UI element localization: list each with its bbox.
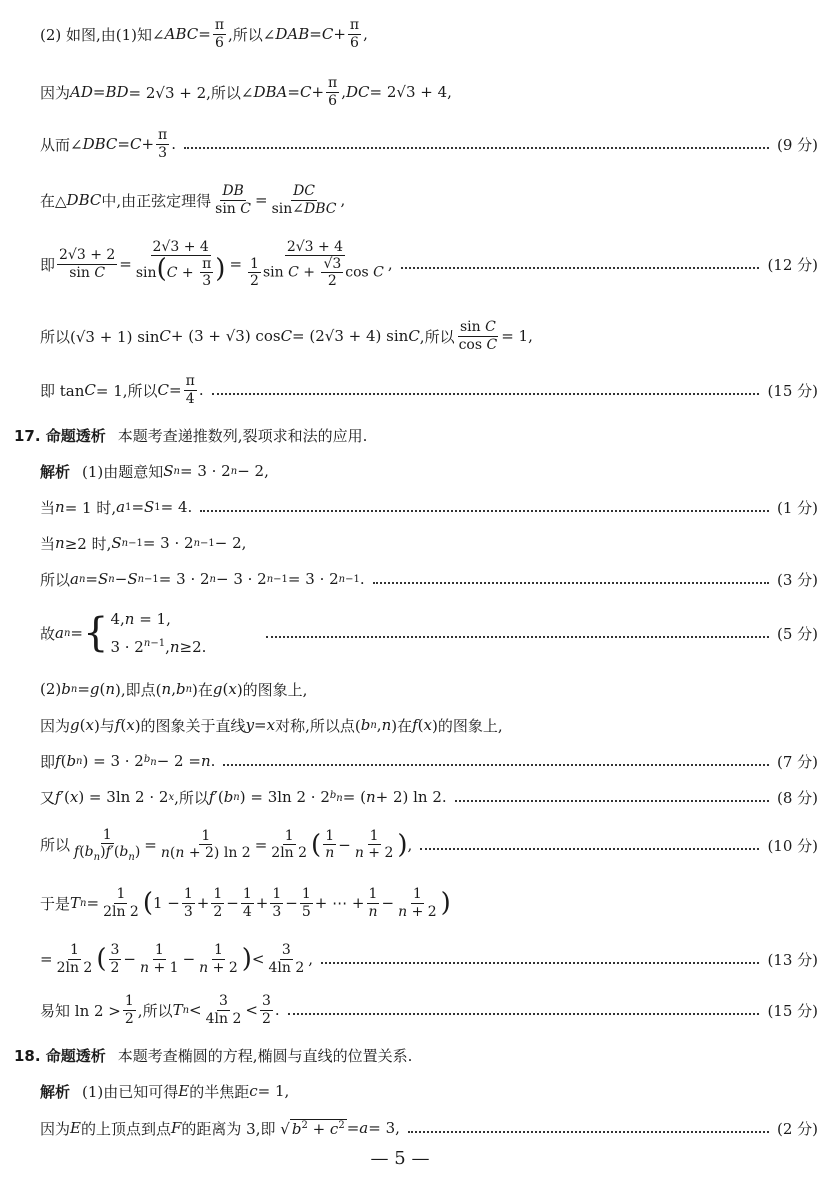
leader-dots (321, 962, 759, 964)
line-10 (0, 530, 840, 556)
frac: $\frac{1}{f(b_n)f'(b_n)}$ (74, 826, 141, 863)
q18-title: 18. 命题透析 (14, 1046, 106, 1065)
line-9 (0, 494, 840, 520)
line-21 (0, 1078, 840, 1104)
line-9-text: 当 n = 1 时, a 1 = S 1 = 4. (40, 498, 193, 517)
q17-desc: 本题考查递推数列,裂项求和法的应用. (117, 426, 368, 445)
page-number: — 5 — (370, 1148, 430, 1169)
line-5-text: 即 $\frac{2√3 + 2}{\text{sin C}}$ = 2√3 + 4 sin(C + $\frac{\pi}{3}$ ) = 2√3 + 4 $\frac{1}{2}$ sin C + $\frac{√3}{2}$ cos C , (40, 238, 393, 290)
score: (5 分) (776, 624, 818, 643)
score: (2 分) (776, 1119, 818, 1138)
line-11 (0, 566, 840, 592)
line-6 (0, 316, 840, 356)
line-12 (0, 602, 840, 664)
leader-dots (184, 147, 769, 149)
line-20-text: 易知 ln 2 > $\frac{1}{2}$ ,所以 T n < $\frac{3}{4\ln 2}$ < $\frac{3}{2}$ . (40, 993, 280, 1027)
line-17-text: 所以 $\frac{1}{f(b_n)f'(b_n)}$ = $\frac{1}{n(n + 2) \ln 2}$ = $\frac{1}{2\ln 2}$ ( $\frac{1}{n}$ − $\frac{1}{n + 2}$ ) , (40, 826, 413, 863)
line-6-text: 所以(√3 + 1) sin C + (3 + √3) cos C = (2√3 + 4) sin C ,所以 $\frac{\text{sin C}}{\text{cos C}}$ = 1, (40, 319, 533, 353)
leader-dots (266, 636, 769, 638)
line-16 (0, 784, 840, 810)
line-12-text: 故 a n = { 4,n = 1, $3 \cdot 2^{n-1},n\ge 2$. (40, 609, 207, 656)
line-19 (0, 936, 840, 982)
jiexi-label: 解析 (40, 462, 71, 481)
line-4 (0, 180, 840, 220)
frac: $\frac{\pi}{3}$ (158, 127, 168, 161)
score: (15 分) (767, 1001, 818, 1020)
frac: $\frac{1}{2\ln 2}$ (103, 886, 139, 920)
line-5 (0, 236, 840, 292)
score: (13 分) (767, 950, 818, 969)
frac: 2√3 + 4 sin(C + $\frac{\pi}{3}$ ) (135, 238, 226, 290)
leader-dots (408, 1131, 769, 1133)
line-7-text: 即 tan C = 1,所以 C = $\frac{\pi}{4}$ . (40, 373, 204, 407)
line-18-text: 于是 T n = $\frac{1}{2\ln 2}$ ( 1 − $\frac{1}{3}$ + $\frac{1}{2}$ − $\frac{1}{4}$ + $\frac{1}{3}$ − $\frac{1}{5}$ + ⋯ + $\frac{1}{n}$ − $\frac{1}{n + 2}$ ) (40, 886, 451, 920)
line-2-text: 因为 AD = BD = 2√3 + 2,所以∠ DBA = C + $\frac{\pi}{6}$ , DC = 2√3 + 4, (40, 75, 452, 109)
frac: $\frac{2√3 + 2}{\text{sin C}}$ (59, 247, 116, 281)
line-21-text: (1)由已知可得 E 的半焦距 c = 1, (82, 1082, 290, 1101)
leader-dots (455, 800, 769, 802)
frac: $\frac{\pi}{6}$ (214, 17, 225, 51)
line-1 (0, 14, 840, 54)
line-2 (0, 72, 840, 112)
leader-dots (200, 510, 769, 512)
line-13 (0, 676, 840, 702)
line-4-text: 在△ DBC 中,由正弦定理得 $\frac{DB}{\text{sin C}}$ = $\frac{DC}{\text{sin∠DBC}}$ , (40, 183, 346, 217)
score: (8 分) (776, 788, 818, 807)
line-22-text: 因为 E 的上顶点到点 F 的距离为 3,即 √ $b^2 + c^2$ = a = 3, (40, 1119, 400, 1138)
score: (15 分) (767, 381, 818, 400)
score: (1 分) (776, 498, 818, 517)
q18-header (0, 1042, 814, 1068)
leader-dots (373, 582, 769, 584)
line-16-text: 又 f ′( x ) = 3ln 2 · 2 x ,所以 f ′( b n ) = 3ln 2 · 2 $b_n$ = ( n + 2) ln 2. (40, 788, 447, 807)
leader-dots (212, 393, 760, 395)
frac: $\frac{1}{n(n + 2) \ln 2}$ (160, 828, 251, 862)
score: (10 分) (767, 836, 818, 855)
line-11-text: 所以 a n = S n − S n−1 = 3 · 2 n − 3 · 2 n−1 = 3 · 2 n−1 . (40, 570, 365, 589)
line-3 (0, 124, 840, 164)
line-15-text: 即 f ( b n ) = 3 · 2 $b_n$ − 2 = n . (40, 752, 216, 771)
frac: $\frac{1}{2\ln 2}$ (271, 828, 308, 862)
line-10-text: 当 n ≥2 时, S n−1 = 3 · 2 n−1 − 2, (40, 534, 247, 553)
line-3-text: 从而∠ DBC = C + $\frac{\pi}{3}$ . (40, 127, 177, 161)
score: (12 分) (767, 255, 818, 274)
line-15 (0, 748, 840, 774)
score: (9 分) (776, 135, 818, 154)
frac: $\frac{\text{sin C}}{\text{cos C}}$ (458, 319, 498, 353)
q18-desc: 本题考查椭圆的方程,椭圆与直线的位置关系. (117, 1046, 413, 1065)
leader-dots (223, 764, 769, 766)
frac: $\frac{\pi}{6}$ (328, 75, 338, 109)
line-14-text: 因为 g ( x )与 f ( x )的图象关于直线 y = x 对称,所以点( b n , n )在 f ( x )的图象上, (40, 716, 503, 735)
q17-header (0, 422, 814, 448)
line-18 (0, 880, 840, 926)
frac: 2√3 + 4 $\frac{1}{2}$ sin C + $\frac{√3}{2}$ cos C (250, 238, 384, 290)
frac: $\frac{DB}{\text{sin C}}$ (215, 183, 251, 217)
line-19-text: = $\frac{1}{2\ln 2}$ ( $\frac{3}{2}$ − $\frac{1}{n + 1}$ − $\frac{1}{n + 2}$ ) < $\frac{3}{4\ln 2}$ , (40, 942, 314, 976)
score: (7 分) (776, 752, 818, 771)
line-22 (0, 1114, 840, 1142)
line-8-text: (1)由题意知 S n = 3 · 2 n − 2, (82, 462, 269, 481)
jiexi-label: 解析 (40, 1082, 71, 1101)
frac: $\frac{DC}{\text{sin∠DBC}}$ (271, 183, 337, 217)
leader-dots (401, 267, 760, 269)
line-1-text: (2) 如图,由(1)知∠ ABC = $\frac{\pi}{6}$ ,所以∠ DAB = C + $\frac{\pi}{6}$ , (40, 17, 368, 51)
line-13-text: (2) b n = g ( n ),即点( n , b n )在 g ( x )的图象上, (40, 680, 308, 699)
leader-dots (420, 848, 759, 850)
score: (3 分) (776, 570, 818, 589)
frac: $\frac{1}{2}$ (124, 993, 134, 1027)
line-7 (0, 370, 840, 410)
frac: $\frac{\pi}{4}$ (185, 373, 195, 407)
line-20 (0, 990, 840, 1030)
frac: $\frac{\pi}{6}$ (349, 17, 360, 51)
line-17 (0, 822, 840, 868)
brace: { (83, 610, 109, 656)
q17-title: 17. 命题透析 (14, 426, 106, 445)
frac: $\frac{1}{2\ln 2}$ (56, 942, 93, 976)
line-14 (0, 712, 840, 738)
leader-dots (288, 1013, 760, 1015)
line-8 (0, 458, 840, 484)
